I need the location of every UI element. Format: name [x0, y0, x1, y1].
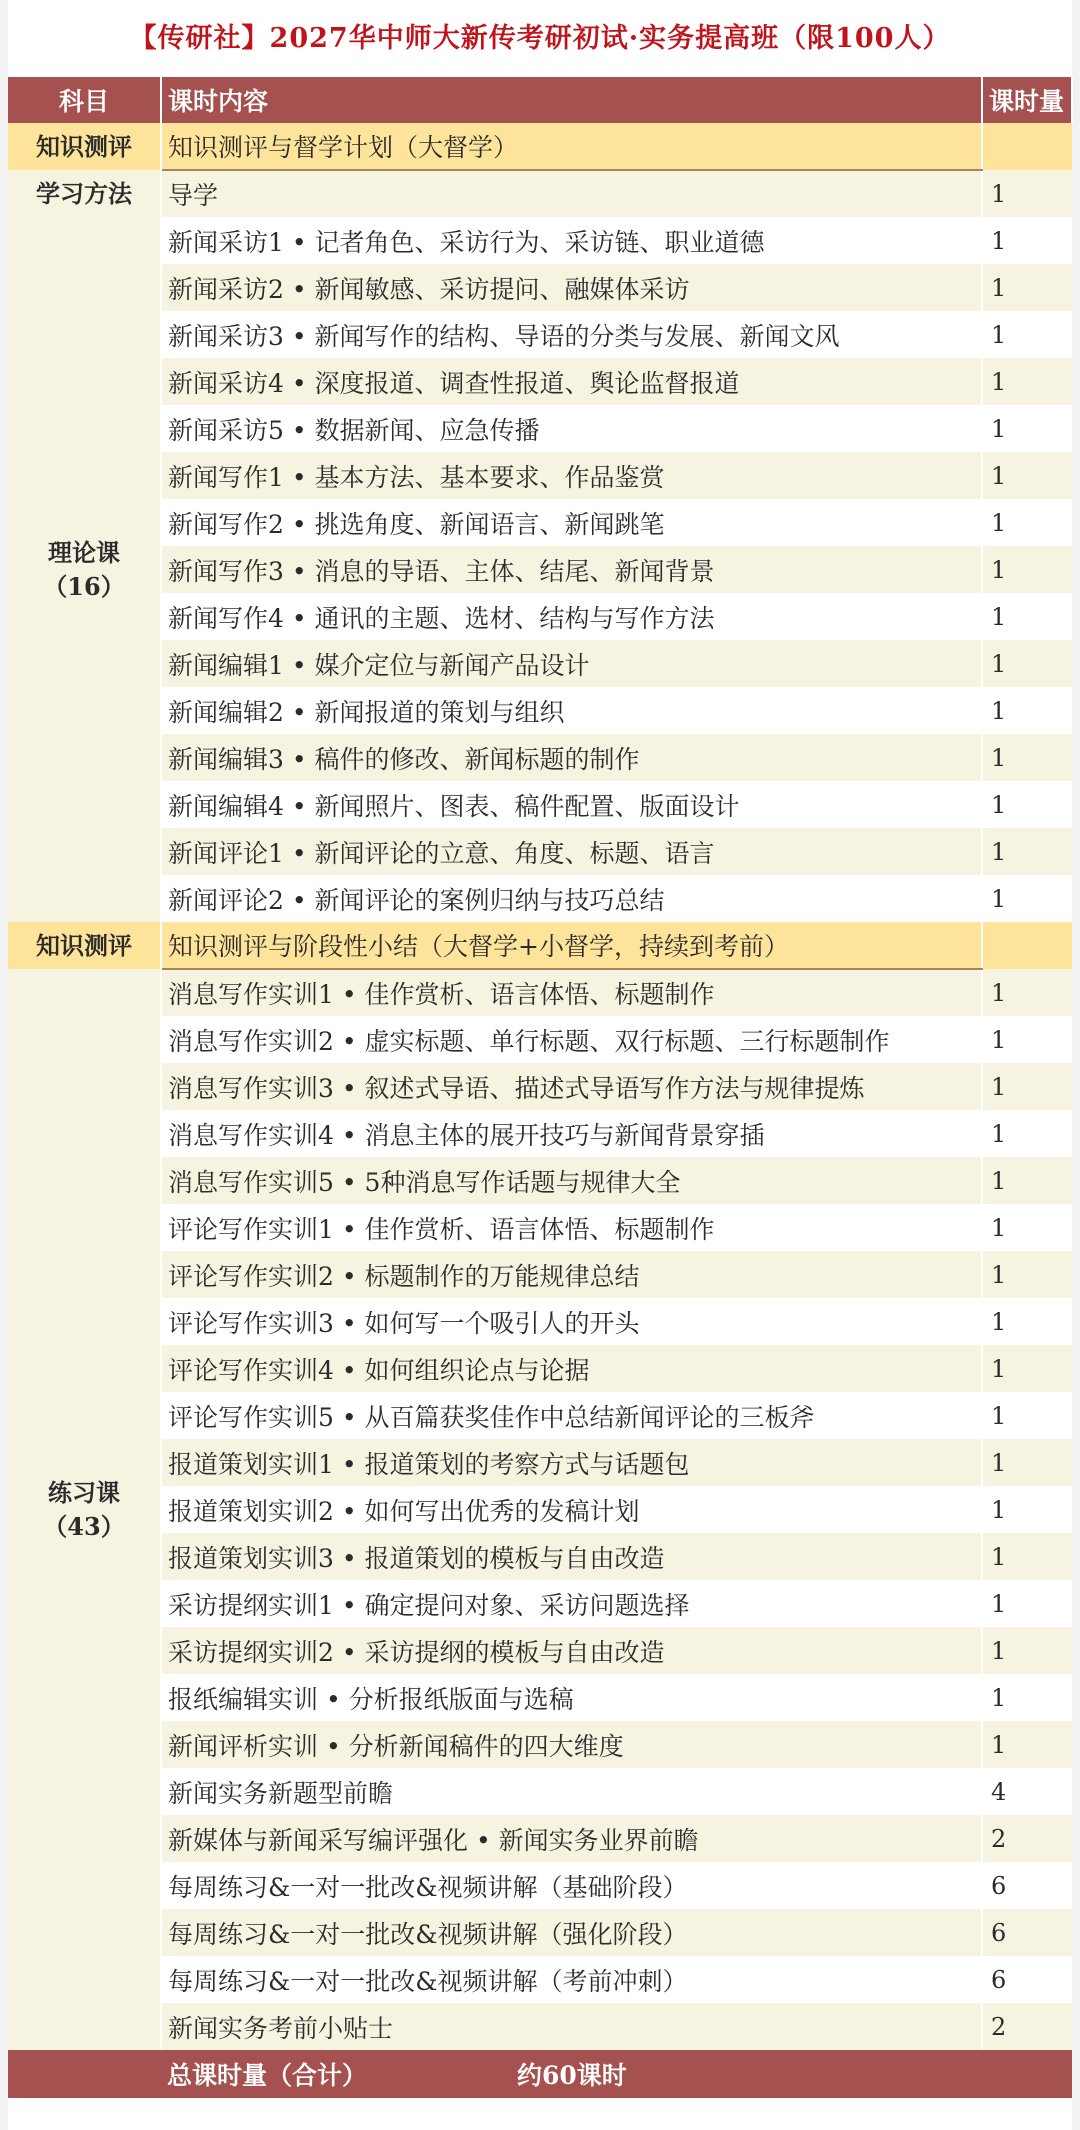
lesson-content: 新闻采访3 • 新闻写作的结构、导语的分类与发展、新闻文风 [161, 311, 982, 358]
lesson-hours: 1 [982, 1157, 1072, 1204]
subject-cell [8, 123, 161, 170]
lesson-hours [982, 123, 1072, 170]
table-row [8, 1862, 1072, 1909]
subject-count: （43） [43, 1511, 125, 1541]
subject-cell [8, 217, 161, 922]
lesson-hours: 1 [982, 1345, 1072, 1392]
table-row [8, 1580, 1072, 1627]
lesson-content: 新闻采访2 • 新闻敏感、采访提问、融媒体采访 [161, 264, 982, 311]
lesson-hours: 1 [982, 1627, 1072, 1674]
lesson-hours: 1 [982, 1580, 1072, 1627]
table-row [8, 1909, 1072, 1956]
lesson-hours: 1 [982, 828, 1072, 875]
table-row [8, 1110, 1072, 1157]
table-row [8, 1533, 1072, 1580]
lesson-content: 新闻采访1 • 记者角色、采访行为、采访链、职业道德 [161, 217, 982, 264]
table-row [8, 1815, 1072, 1862]
table-row [8, 1721, 1072, 1768]
lesson-content: 报道策划实训3 • 报道策划的模板与自由改造 [161, 1533, 982, 1580]
total-value: 约60课时 [517, 2061, 627, 2090]
table-row [8, 1674, 1072, 1721]
page-title: 【传研社】2027华中师大新传考研初试·实务提高班（限100人） [129, 23, 951, 54]
lesson-content: 消息写作实训4 • 消息主体的展开技巧与新闻背景穿插 [161, 1110, 982, 1157]
lesson-content: 评论写作实训5 • 从百篇获奖佳作中总结新闻评论的三板斧 [161, 1392, 982, 1439]
lesson-content: 新闻编辑4 • 新闻照片、图表、稿件配置、版面设计 [161, 781, 982, 828]
lesson-hours [982, 922, 1072, 969]
subject-cell [8, 170, 161, 217]
lesson-hours: 1 [982, 640, 1072, 687]
table-row [8, 687, 1072, 734]
table-row [8, 781, 1072, 828]
lesson-content: 新闻写作4 • 通讯的主题、选材、结构与写作方法 [161, 593, 982, 640]
subject-cell [8, 969, 161, 2050]
table-header-row [8, 77, 1072, 123]
lesson-content: 新闻采访4 • 深度报道、调查性报道、舆论监督报道 [161, 358, 982, 405]
lesson-hours: 4 [982, 1768, 1072, 1815]
lesson-content: 知识测评与阶段性小结（大督学+小督学，持续到考前） [161, 922, 982, 969]
lesson-hours: 1 [982, 264, 1072, 311]
subject-name: 学习方法 [36, 178, 132, 208]
lesson-hours: 1 [982, 499, 1072, 546]
lesson-hours: 1 [982, 1298, 1072, 1345]
lesson-hours: 1 [982, 405, 1072, 452]
total-cell [161, 2050, 1072, 2098]
lesson-content: 评论写作实训1 • 佳作赏析、语言体悟、标题制作 [161, 1204, 982, 1251]
lesson-content: 评论写作实训2 • 标题制作的万能规律总结 [161, 1251, 982, 1298]
table-row [8, 922, 1072, 969]
lesson-hours: 2 [982, 1815, 1072, 1862]
lesson-hours: 1 [982, 1110, 1072, 1157]
lesson-hours: 1 [982, 452, 1072, 499]
table-row [8, 875, 1072, 922]
lesson-content: 新闻评论1 • 新闻评论的立意、角度、标题、语言 [161, 828, 982, 875]
course-schedule-page [8, 0, 1072, 2130]
table-row [8, 546, 1072, 593]
lesson-content: 评论写作实训4 • 如何组织论点与论据 [161, 1345, 982, 1392]
lesson-content: 消息写作实训5 • 5种消息写作话题与规律大全 [161, 1157, 982, 1204]
lesson-hours: 1 [982, 1063, 1072, 1110]
total-blank-cell [8, 2050, 161, 2098]
lesson-hours: 1 [982, 969, 1072, 1016]
total-label: 总课时量（合计） [167, 2061, 368, 2090]
lesson-hours: 1 [982, 593, 1072, 640]
lesson-hours: 6 [982, 1862, 1072, 1909]
header-subject: 科目 [8, 77, 161, 123]
lesson-content: 消息写作实训3 • 叙述式导语、描述式导语写作方法与规律提炼 [161, 1063, 982, 1110]
table-row [8, 1298, 1072, 1345]
lesson-content: 新闻编辑3 • 稿件的修改、新闻标题的制作 [161, 734, 982, 781]
lesson-hours: 1 [982, 734, 1072, 781]
total-row [8, 2050, 1072, 2098]
lesson-content: 每周练习&一对一批改&视频讲解（考前冲刺） [161, 1956, 982, 2003]
lesson-content: 消息写作实训2 • 虚实标题、单行标题、双行标题、三行标题制作 [161, 1016, 982, 1063]
table-row [8, 1956, 1072, 2003]
lesson-content: 新闻实务考前小贴士 [161, 2003, 982, 2050]
table-row [8, 1251, 1072, 1298]
lesson-content: 导学 [161, 170, 982, 217]
lesson-content: 新闻采访5 • 数据新闻、应急传播 [161, 405, 982, 452]
table-row [8, 358, 1072, 405]
subject-name: 知识测评 [36, 930, 132, 960]
table-row [8, 1157, 1072, 1204]
lesson-hours: 1 [982, 1533, 1072, 1580]
lesson-content: 新闻写作3 • 消息的导语、主体、结尾、新闻背景 [161, 546, 982, 593]
table-row [8, 1392, 1072, 1439]
lesson-content: 新闻编辑2 • 新闻报道的策划与组织 [161, 687, 982, 734]
lesson-hours: 1 [982, 217, 1072, 264]
table-row [8, 217, 1072, 264]
lesson-content: 新闻评析实训 • 分析新闻稿件的四大维度 [161, 1721, 982, 1768]
header-hours: 课时量 [982, 77, 1072, 123]
lesson-hours: 1 [982, 358, 1072, 405]
lesson-content: 新闻编辑1 • 媒介定位与新闻产品设计 [161, 640, 982, 687]
table-row [8, 828, 1072, 875]
subject-name: 理论课 [48, 537, 120, 567]
lesson-content: 消息写作实训1 • 佳作赏析、语言体悟、标题制作 [161, 969, 982, 1016]
lesson-content: 采访提纲实训1 • 确定提问对象、采访问题选择 [161, 1580, 982, 1627]
subject-cell [8, 922, 161, 969]
table-row [8, 734, 1072, 781]
lesson-hours: 1 [982, 1721, 1072, 1768]
table-row [8, 640, 1072, 687]
lesson-hours: 1 [982, 1016, 1072, 1063]
table-row [8, 499, 1072, 546]
lesson-hours: 1 [982, 687, 1072, 734]
table-row [8, 1063, 1072, 1110]
table-row [8, 311, 1072, 358]
lesson-hours: 6 [982, 1956, 1072, 2003]
table-row [8, 1439, 1072, 1486]
lesson-content: 采访提纲实训2 • 采访提纲的模板与自由改造 [161, 1627, 982, 1674]
lesson-hours: 1 [982, 311, 1072, 358]
lesson-hours: 1 [982, 1674, 1072, 1721]
table-row [8, 2003, 1072, 2050]
table-row [8, 452, 1072, 499]
table-row [8, 1627, 1072, 1674]
lesson-content: 每周练习&一对一批改&视频讲解（强化阶段） [161, 1909, 982, 1956]
lesson-hours: 1 [982, 1251, 1072, 1298]
table-row [8, 1204, 1072, 1251]
lesson-hours: 1 [982, 170, 1072, 217]
lesson-content: 每周练习&一对一批改&视频讲解（基础阶段） [161, 1862, 982, 1909]
table-row [8, 405, 1072, 452]
subject-name: 知识测评 [36, 131, 132, 161]
subject-count: （16） [43, 571, 125, 601]
lesson-hours: 1 [982, 546, 1072, 593]
lesson-hours: 1 [982, 781, 1072, 828]
lesson-content: 新媒体与新闻采写编评强化 • 新闻实务业界前瞻 [161, 1815, 982, 1862]
table-body [8, 123, 1072, 2050]
lesson-hours: 1 [982, 1392, 1072, 1439]
schedule-table [8, 77, 1073, 2098]
lesson-hours: 1 [982, 1439, 1072, 1486]
table-row [8, 1345, 1072, 1392]
lesson-hours: 1 [982, 875, 1072, 922]
subject-name: 练习课 [48, 1477, 120, 1507]
table-row [8, 1768, 1072, 1815]
lesson-content: 报道策划实训1 • 报道策划的考察方式与话题包 [161, 1439, 982, 1486]
table-row [8, 123, 1072, 170]
table-row [8, 170, 1072, 217]
table-row [8, 1016, 1072, 1063]
header-content: 课时内容 [161, 77, 982, 123]
lesson-content: 新闻实务新题型前瞻 [161, 1768, 982, 1815]
lesson-hours: 1 [982, 1486, 1072, 1533]
table-row [8, 1486, 1072, 1533]
lesson-content: 新闻评论2 • 新闻评论的案例归纳与技巧总结 [161, 875, 982, 922]
lesson-content: 报道策划实训2 • 如何写出优秀的发稿计划 [161, 1486, 982, 1533]
table-row [8, 264, 1072, 311]
lesson-content: 报纸编辑实训 • 分析报纸版面与选稿 [161, 1674, 982, 1721]
lesson-content: 评论写作实训3 • 如何写一个吸引人的开头 [161, 1298, 982, 1345]
lesson-hours: 2 [982, 2003, 1072, 2050]
lesson-content: 新闻写作1 • 基本方法、基本要求、作品鉴赏 [161, 452, 982, 499]
table-row [8, 593, 1072, 640]
lesson-hours: 6 [982, 1909, 1072, 1956]
lesson-hours: 1 [982, 1204, 1072, 1251]
lesson-content: 新闻写作2 • 挑选角度、新闻语言、新闻跳笔 [161, 499, 982, 546]
table-row [8, 969, 1072, 1016]
lesson-content: 知识测评与督学计划（大督学） [161, 123, 982, 170]
